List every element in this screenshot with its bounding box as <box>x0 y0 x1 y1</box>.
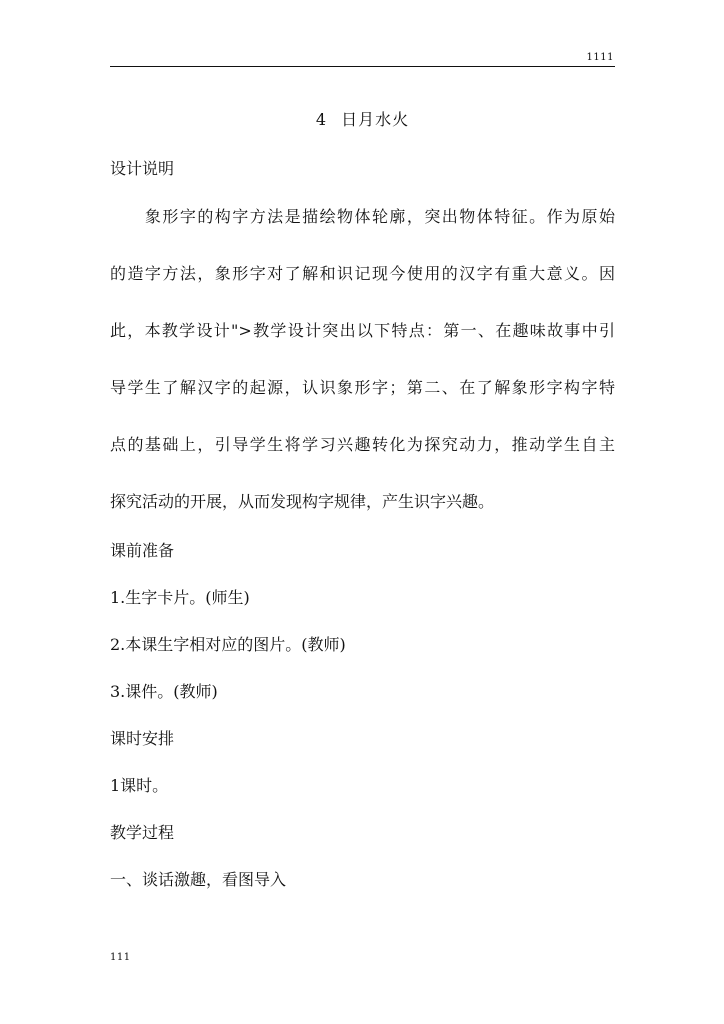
prep-item: 3.课件。(教师) <box>110 682 218 701</box>
page-title <box>110 107 615 130</box>
schedule-heading: 课时安排 <box>110 729 175 748</box>
process-heading: 教学过程 <box>110 823 175 842</box>
paragraph-line: 的造字方法，象形字对了解和识记现今使用的汉字有重大意义。因 <box>110 264 615 283</box>
lesson-title: 日月水火 <box>341 110 410 129</box>
lesson-number: 4 <box>315 110 328 129</box>
prep-heading: 课前准备 <box>110 541 175 560</box>
paragraph-line: 导学生了解汉字的起源，认识象形字；第二、在了解象形字构字特 <box>110 378 615 397</box>
prep-item: 1.生字卡片。(师生) <box>110 588 250 607</box>
paragraph-line: 点的基础上，引导学生将学习兴趣转化为探究动力，推动学生自主 <box>110 435 615 454</box>
prep-item: 2.本课生字相对应的图片。(教师) <box>110 635 346 654</box>
paragraph-line: 此，本教学设计">教学设计突出以下特点：第一、在趣味故事中引 <box>110 321 615 340</box>
process-step: 一、谈话激趣，看图导入 <box>110 870 287 889</box>
page-number-bottom: 111 <box>110 952 131 963</box>
schedule-text: 1课时。 <box>110 776 169 795</box>
paragraph-line: 探究活动的开展，从而发现构字规律，产生识字兴趣。 <box>110 492 495 511</box>
header-rule <box>110 66 615 67</box>
paragraph-line: 象形字的构字方法是描绘物体轮廓，突出物体特征。作为原始 <box>110 207 615 226</box>
page-number-top: 1111 <box>586 52 614 63</box>
design-heading: 设计说明 <box>110 159 175 178</box>
